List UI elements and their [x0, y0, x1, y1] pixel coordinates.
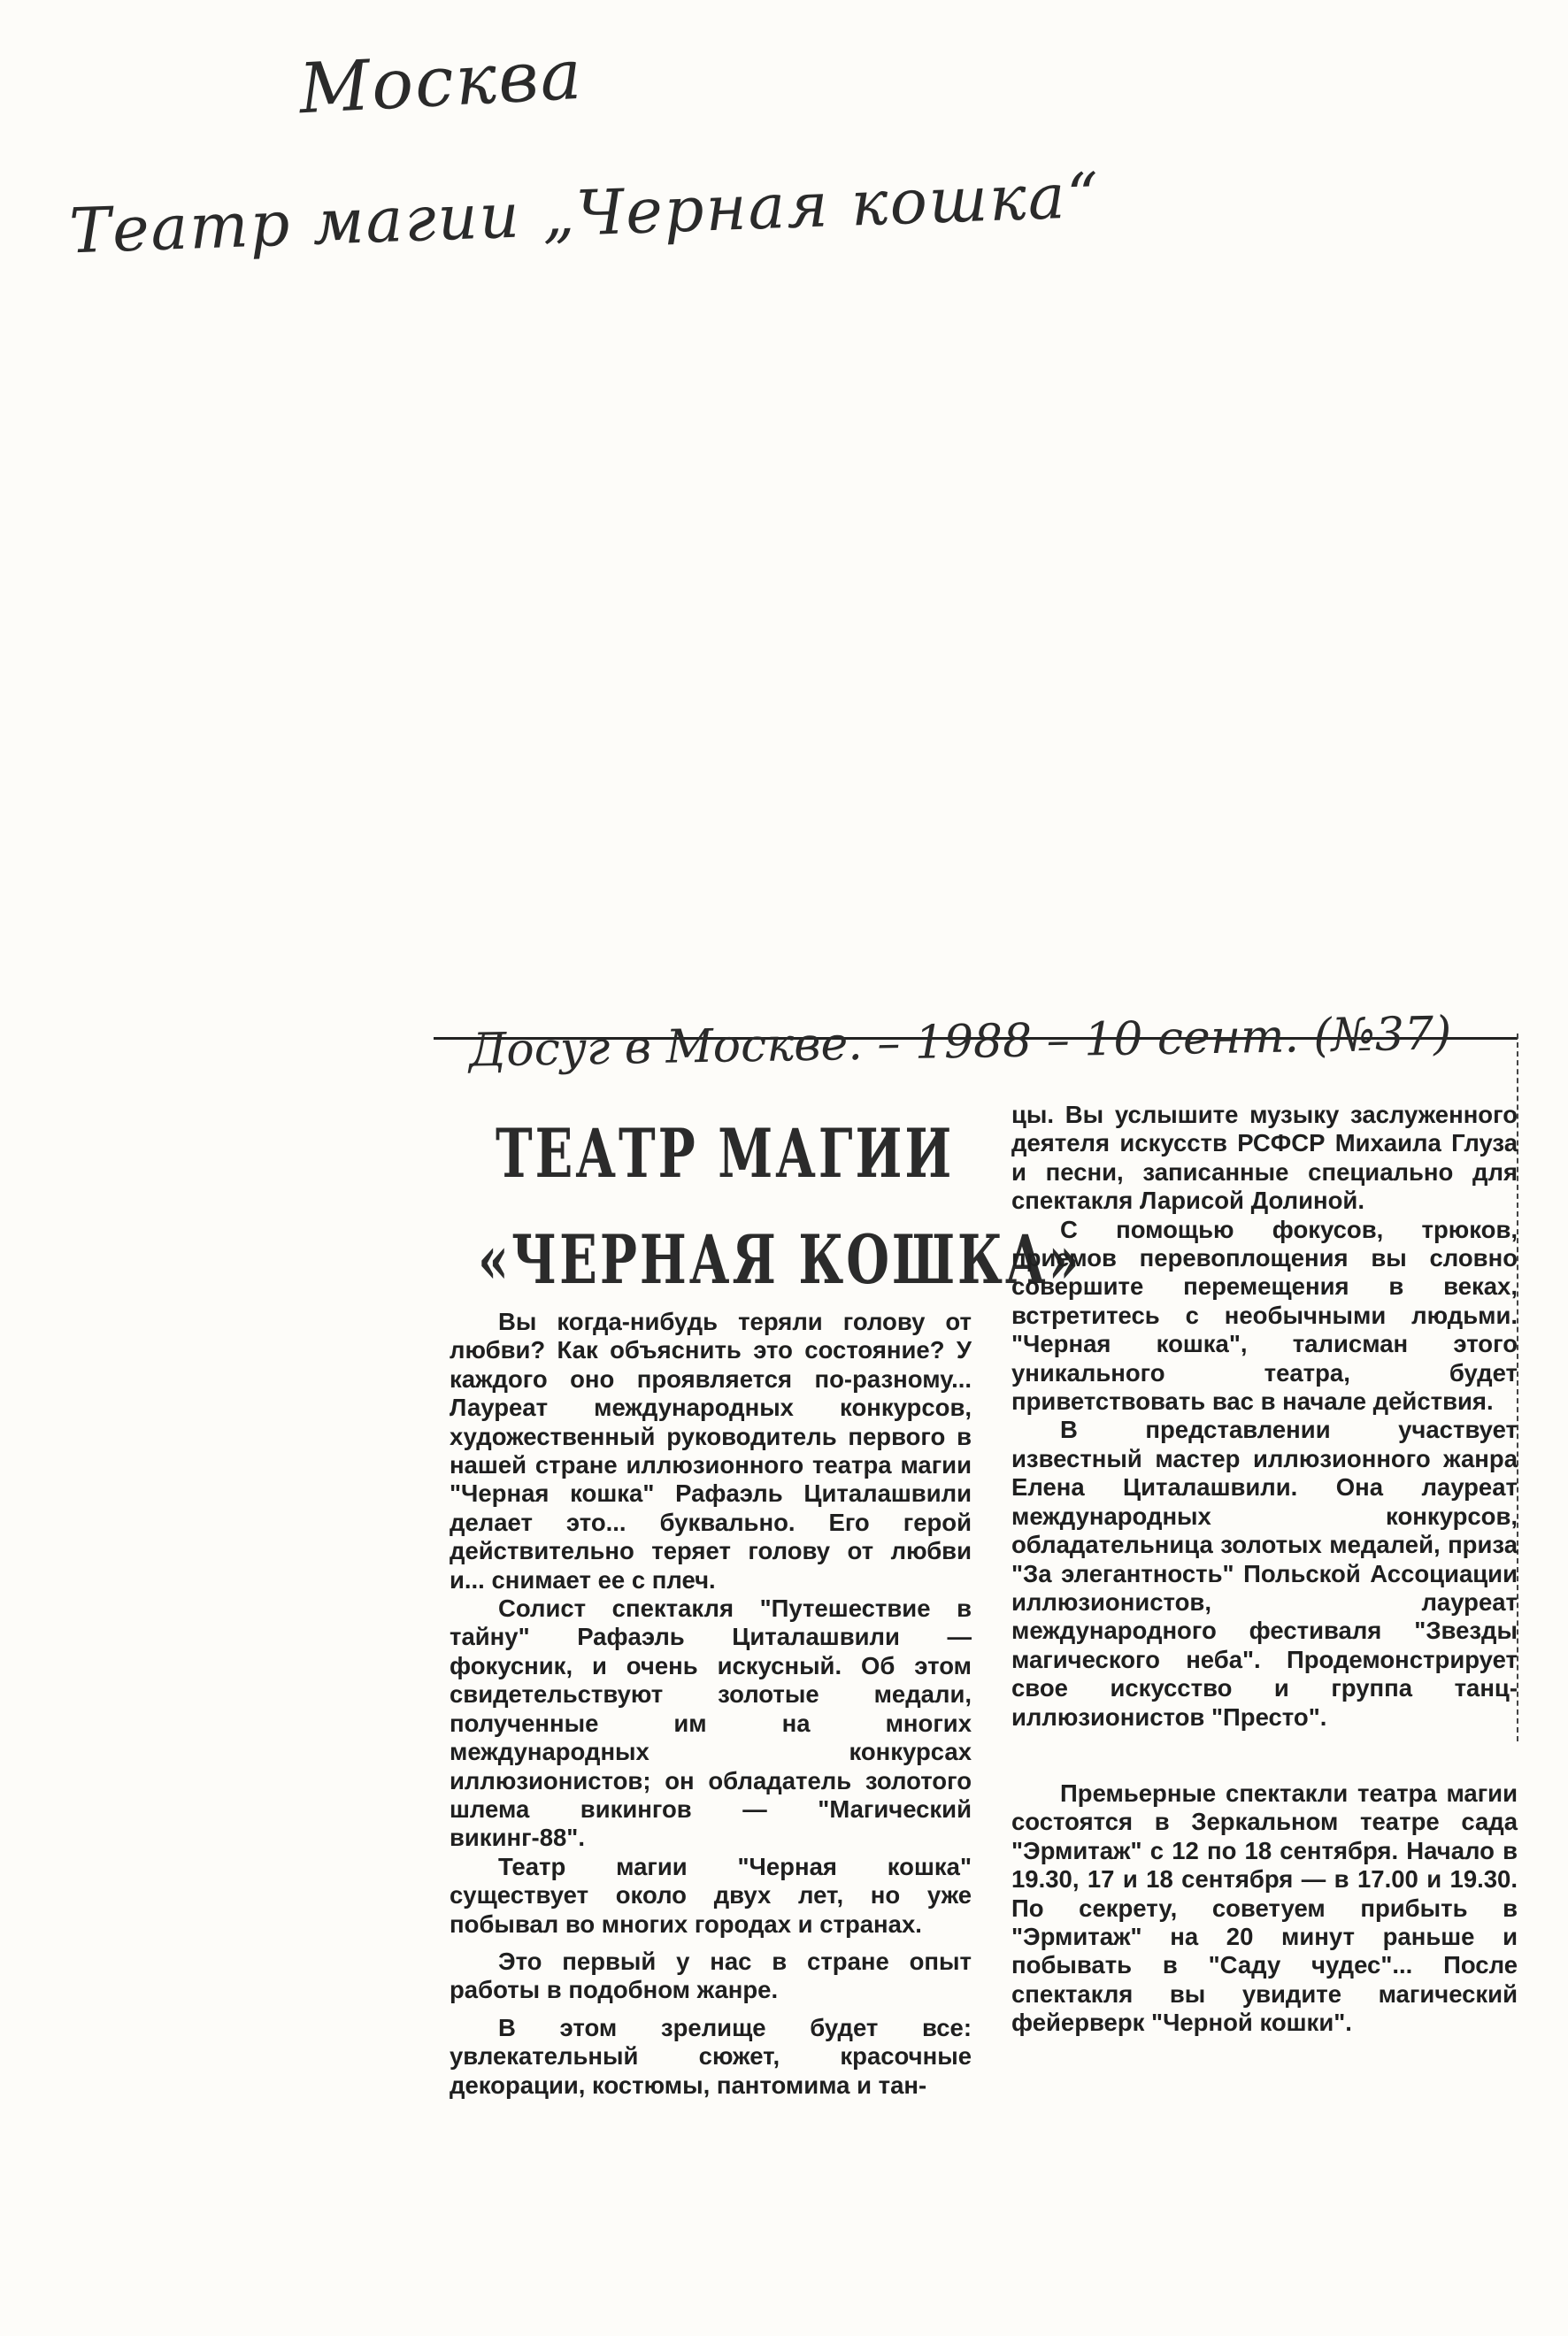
- paragraph: Вы когда-нибудь теряли голову от любви? Как объяснить это состояние? У каждого оно проявляется по-разному... Лауреат международных конкурсов, художественный руководитель первого в нашей стране иллюзионного театра магии "Черная кошка" Рафаэль Циталашвили делает это... буквально. Его герой действительно теряет голову от любви и... снимает ее с плеч.: [450, 1308, 972, 1594]
- headline-line-2: «ЧЕРНАЯ КОШКА»: [478, 1221, 1082, 1301]
- paragraph: Премьерные спектакли театра магии состоятся в Зеркальном театре сада "Эрмитаж" с 12 по 18 сентября. Начало в 19.30, 17 и 18 сентября — в 17.00 и 19.30. По секрету, советуем прибыть в "Эрмитаж" на 20 минут раньше и побывать в "Саду чудес"... После спектакля вы увидите магический фейерверк "Черной кошки".: [1011, 1779, 1518, 2037]
- paragraph: цы. Вы услышите музыку заслуженного деятеля искусств РСФСР Михаила Глуза и песни, записанные специально для спектакля Ларисой Долиной.: [1011, 1101, 1518, 1215]
- paragraph: Солист спектакля "Путешествие в тайну" Рафаэль Циталашвили — фокусник, и очень искусный. Об этом свидетельствуют золотые медали, полученные им на многих международных конкурсах иллюзионистов; он обладатель золотого шлема викингов — "Магический викинг-88".: [450, 1594, 972, 1852]
- headline-line-1: ТЕАТР МАГИИ: [496, 1115, 955, 1195]
- article-column-right: [1011, 1101, 1518, 2038]
- paragraph: Это первый у нас в стране опыт работы в подобном жанре.: [450, 1947, 972, 2004]
- handwritten-source-note: Досуг в Москве. – 1988 – 10 сент. (№37): [468, 1007, 1452, 1078]
- paragraph: В этом зрелище будет все: увлекательный сюжет, красочные декорации, костюмы, пантомима и тан-: [450, 2013, 972, 2099]
- article-column-left: [450, 1308, 972, 2100]
- handwritten-title-note: Театр магии „Черная кошка“: [67, 158, 1102, 268]
- paragraph: С помощью фокусов, трюков, приемов перевоплощения вы словно совершите перемещения в веках, встретитесь с необычными людьми. "Черная кошка", талисман этого уникального театра, будет приветствовать вас в начале действия.: [1011, 1215, 1518, 1416]
- newspaper-clipping: [434, 1007, 1522, 2317]
- paragraph: Театр магии "Черная кошка" существует около двух лет, но уже побывал во многих городах и странах.: [450, 1852, 972, 1938]
- handwritten-city-note: Москва: [296, 35, 586, 130]
- paragraph: В представлении участвует известный мастер иллюзионного жанра Елена Циталашвили. Она лауреат международных конкурсов, обладательница золотых медалей, приза "За элегантность" Польской Ассоциации иллюзионистов, лауреат международного фестиваля "Звезды магического неба". Продемонстрирует свое искусство и группа танц-иллюзионистов "Престо".: [1011, 1416, 1518, 1731]
